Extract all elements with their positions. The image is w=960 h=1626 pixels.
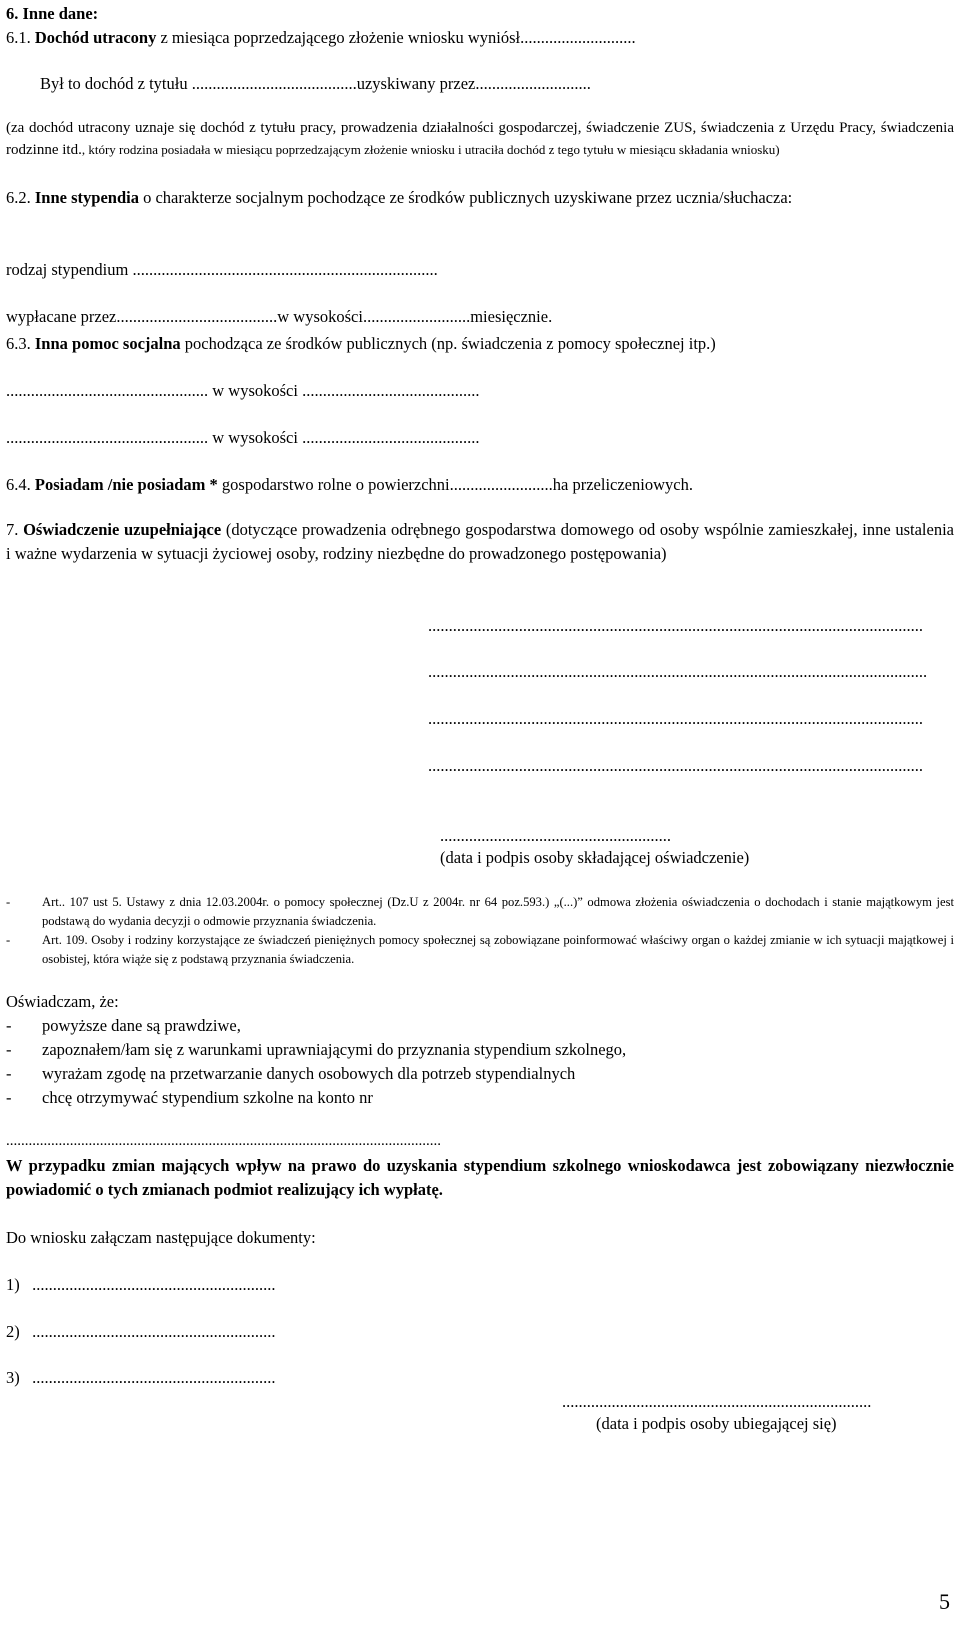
section-7: 7. Oświadczenie uzupełniające (dotyczące prowadzenia odrębnego gospodarstwa domowego od osoby wspólnie zamieszkałej, inne ustalenia i ważne wydarzenia w sytuacji życiowej osoby, rodziny niezbędne do prowadzonego postępowania) <box>6 520 955 563</box>
legal-note: - Art. 109. Osoby i rodziny korzystające ze świadczeń pieniężnych pomocy społecznej są zobowiązane poinformować właściwy organ o każdej zmianie w ich sytuacji majątkowej i osobistej, która wiąże się z podstawą przyznania świadczenia. <box>6 933 954 967</box>
declaration-item: - wyrażam zgodę na przetwarzanie danych osobowych dla potrzeb stypendialnych <box>6 1063 576 1083</box>
attachments-heading: Do wniosku załączam następujące dokumenty: <box>6 1228 316 1247</box>
page-number: 5 <box>939 1589 950 1615</box>
signature-label-declarant: (data i podpis osoby składającej oświadczenie) <box>440 848 750 867</box>
declaration-item: - chcę otrzymywać stypendium szkolne na konto nr <box>6 1087 373 1107</box>
statement-line-2: ......................................................................................................................... <box>428 662 928 681</box>
attachment-item: 3) ........................................................... <box>6 1368 276 1387</box>
item-6-3: 6.3. Inna pomoc socjalna pochodząca ze środków publicznych (np. świadczenia z pomocy społecznej itp.) <box>6 334 716 353</box>
item-6-3-amount-line-2: ................................................. w wysokości ........................................... <box>6 428 480 447</box>
statement-line-1: ........................................................................................................................ <box>428 616 923 635</box>
statement-line-4: ........................................................................................................................ <box>428 756 923 775</box>
change-notice: W przypadku zmian mających wpływ na prawo do uzyskania stypendium szkolnego wnioskodawca jest zobowiązany niezwłocznie powiadomić o tych zmianach podmiot realizujący ich wypłatę. <box>6 1156 954 1199</box>
attachment-item: 2) ........................................................... <box>6 1322 276 1341</box>
declaration-item: - powyższe dane są prawdziwe, <box>6 1016 241 1035</box>
section-6-heading: 6. Inne dane: <box>6 4 99 23</box>
item-6-4: 6.4. Posiadam /nie posiadam * gospodarstwo rolne o powierzchni.........................ha przeliczeniowych. <box>6 475 693 494</box>
signature-dots-applicant: ........................................................................... <box>562 1392 872 1411</box>
legal-note: - Art.. 107 ust 5. Ustawy z dnia 12.03.2004r. o pomocy społecznej (Dz.U z 2004r. nr 64 poz.593.) „(...)” odmowa złożenia oświadczenia o dochodach i stanie majątkowym jest podstawą do wydania decyzji o odmowie przyznania świadczenia. <box>6 895 954 929</box>
signature-dots-declarant: ........................................................ <box>440 826 671 845</box>
declaration-list <box>6 1014 626 1110</box>
item-6-1-note: (za dochód utracony uznaje się dochód z tytułu pracy, prowadzenia działalności gospodarczej, świadczenie ZUS, świadczenia z Urzędu Pracy, świadczenia rodzinne itd., który rodzina posiadała w miesiącu poprzedzającym złożenie wniosku i utraciła dochód z tego tytułu w miesiącu składania wniosku) <box>6 120 954 158</box>
attachment-item: 1) ........................................................... <box>6 1275 276 1294</box>
statement-line-3: ........................................................................................................................ <box>428 709 923 728</box>
signature-label-applicant: (data i podpis osoby ubiegającej się) <box>596 1414 837 1433</box>
account-number-dots: .................................................................................................................... <box>6 1133 441 1149</box>
item-6-2-paid-by: wypłacane przez.......................................w wysokości..........................miesięcznie. <box>6 307 553 326</box>
item-6-2-scholarship-type: rodzaj stypendium .......................................................................... <box>6 260 438 279</box>
item-6-3-amount-line-1: ................................................. w wysokości ........................................... <box>6 381 480 400</box>
declaration-heading: Oświadczam, że: <box>6 992 119 1011</box>
item-6-1: 6.1. Dochód utracony z miesiąca poprzedzającego złożenie wniosku wyniósł............................ <box>6 28 636 47</box>
legal-notes <box>6 893 954 970</box>
item-6-2: 6.2. Inne stypendia o charakterze socjalnym pochodzące ze środków publicznych uzyskiwane przez ucznia/słuchacza: <box>6 188 793 207</box>
item-6-1-income-source: Był to dochód z tytułu ........................................uzyskiwany przez............................ <box>40 74 591 93</box>
declaration-item: - zapoznałem/łam się z warunkami uprawniającymi do przyznania stypendium szkolnego, <box>6 1039 627 1059</box>
